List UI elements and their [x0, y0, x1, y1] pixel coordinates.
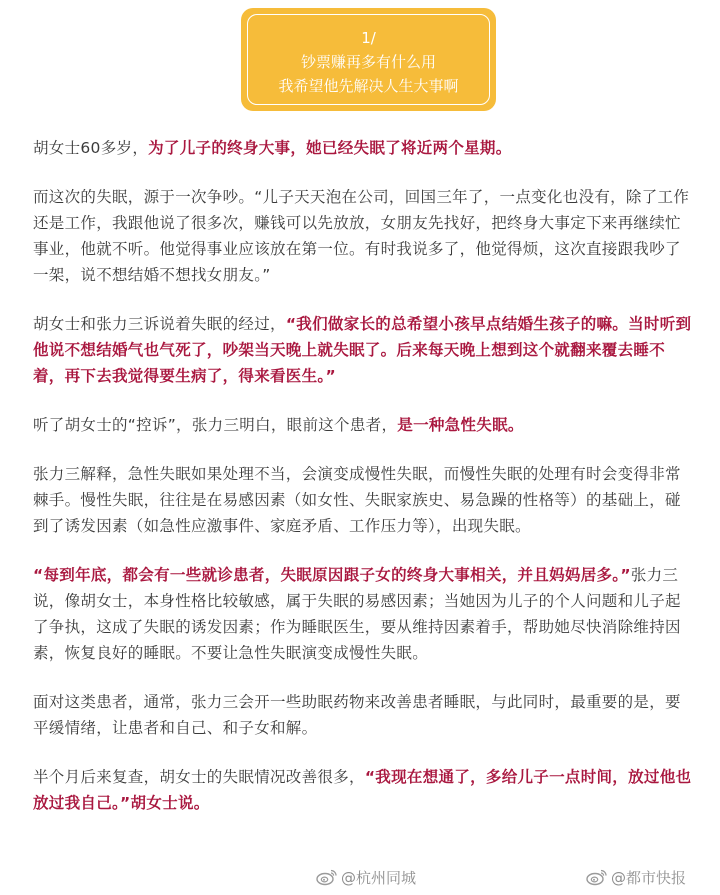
- banner-line-1: 钞票赚再多有什么用: [300, 53, 436, 71]
- watermark-right: [586, 866, 686, 888]
- header-banner-frame: [247, 14, 490, 105]
- body-text: 张力三解释，急性失眠如果处理不当，会演变成慢性失眠，而慢性失眠的处理有时会变得非常棘手。慢性失眠，往往是在易感因素（如女性、失眠家族史、易急躁的性格等）的基础上，碰到了诱发因素（如急性应激事件、家庭矛盾、工作压力等），出现失眠。: [33, 465, 681, 535]
- body-text: 而这次的失眠，源于一次争吵。“儿子天天泡在公司，回国三年了，一点变化也没有，除了工作还是工作，我跟他说了很多次，赚钱可以先放放，女朋友先找好，把终身大事定下来再继续忙事业，他就不听。他觉得事业应该放在第一位。有时我说多了，他觉得烦，这次直接跟我吵了一架，说不想结婚不想找女朋友。”: [33, 188, 690, 284]
- banner-line-2: 我希望他先解决人生大事啊: [278, 77, 459, 95]
- paragraph: [33, 764, 693, 816]
- highlighted-text: “每到年底，都会有一些就诊患者，失眠原因跟子女的终身大事相关，并且妈妈居多。”: [33, 566, 631, 584]
- watermark-right-text: @都市快报: [611, 868, 687, 887]
- weibo-icon: [316, 868, 338, 886]
- watermark-left-text: @杭州同城: [341, 868, 417, 887]
- paragraph: [33, 689, 693, 741]
- body-text: 听了胡女士的“控诉”，张力三明白，眼前这个患者，: [33, 416, 398, 434]
- body-text: 面对这类患者，通常，张力三会开一些助眠药物来改善患者睡眠，与此同时，最重要的是，要平缓情绪，让患者和自己、和子女和解。: [33, 693, 681, 737]
- body-text: 半个月后来复查，胡女士的失眠情况改善很多，: [33, 768, 365, 786]
- paragraph: [33, 311, 693, 389]
- paragraph: [33, 184, 693, 288]
- paragraph: [33, 562, 693, 666]
- highlighted-text: 为了儿子的终身大事，她已经失眠了将近两个星期。: [148, 139, 512, 157]
- paragraph: [33, 135, 693, 161]
- highlighted-text: “我们做家长的总希望小孩早点结婚生孩子的嘛。当时听到他说不想结婚气也气死了，吵架当天晚上就失眠了。后来每天晚上想到这个就翻来覆去睡不着，再下去我觉得要生病了，得来看医生。”: [33, 315, 692, 385]
- paragraph: [33, 461, 693, 539]
- article-body: [33, 135, 693, 816]
- weibo-icon: [586, 868, 608, 886]
- body-text: 胡女士和张力三诉说着失眠的经过，: [33, 315, 286, 333]
- highlighted-text: 是一种急性失眠。: [397, 416, 524, 434]
- paragraph: [33, 412, 693, 438]
- watermark-left: [316, 866, 416, 888]
- highlighted-text: “我现在想通了，多给儿子一点时间，放过他也放过我自己。”胡女士说。: [33, 768, 692, 812]
- header-banner: [241, 8, 496, 111]
- body-text: 胡女士60多岁，: [33, 139, 149, 157]
- banner-number: 1/: [361, 29, 376, 47]
- body-text: 张力三说，像胡女士，本身性格比较敏感，属于失眠的易感因素；当她因为儿子的个人问题和儿子起了争执，这成了失眠的诱发因素；作为睡眠医生，要从维持因素着手，帮助她尽快消除维持因素，恢复良好的睡眠。不要让急性失眠演变成慢性失眠。: [33, 566, 681, 662]
